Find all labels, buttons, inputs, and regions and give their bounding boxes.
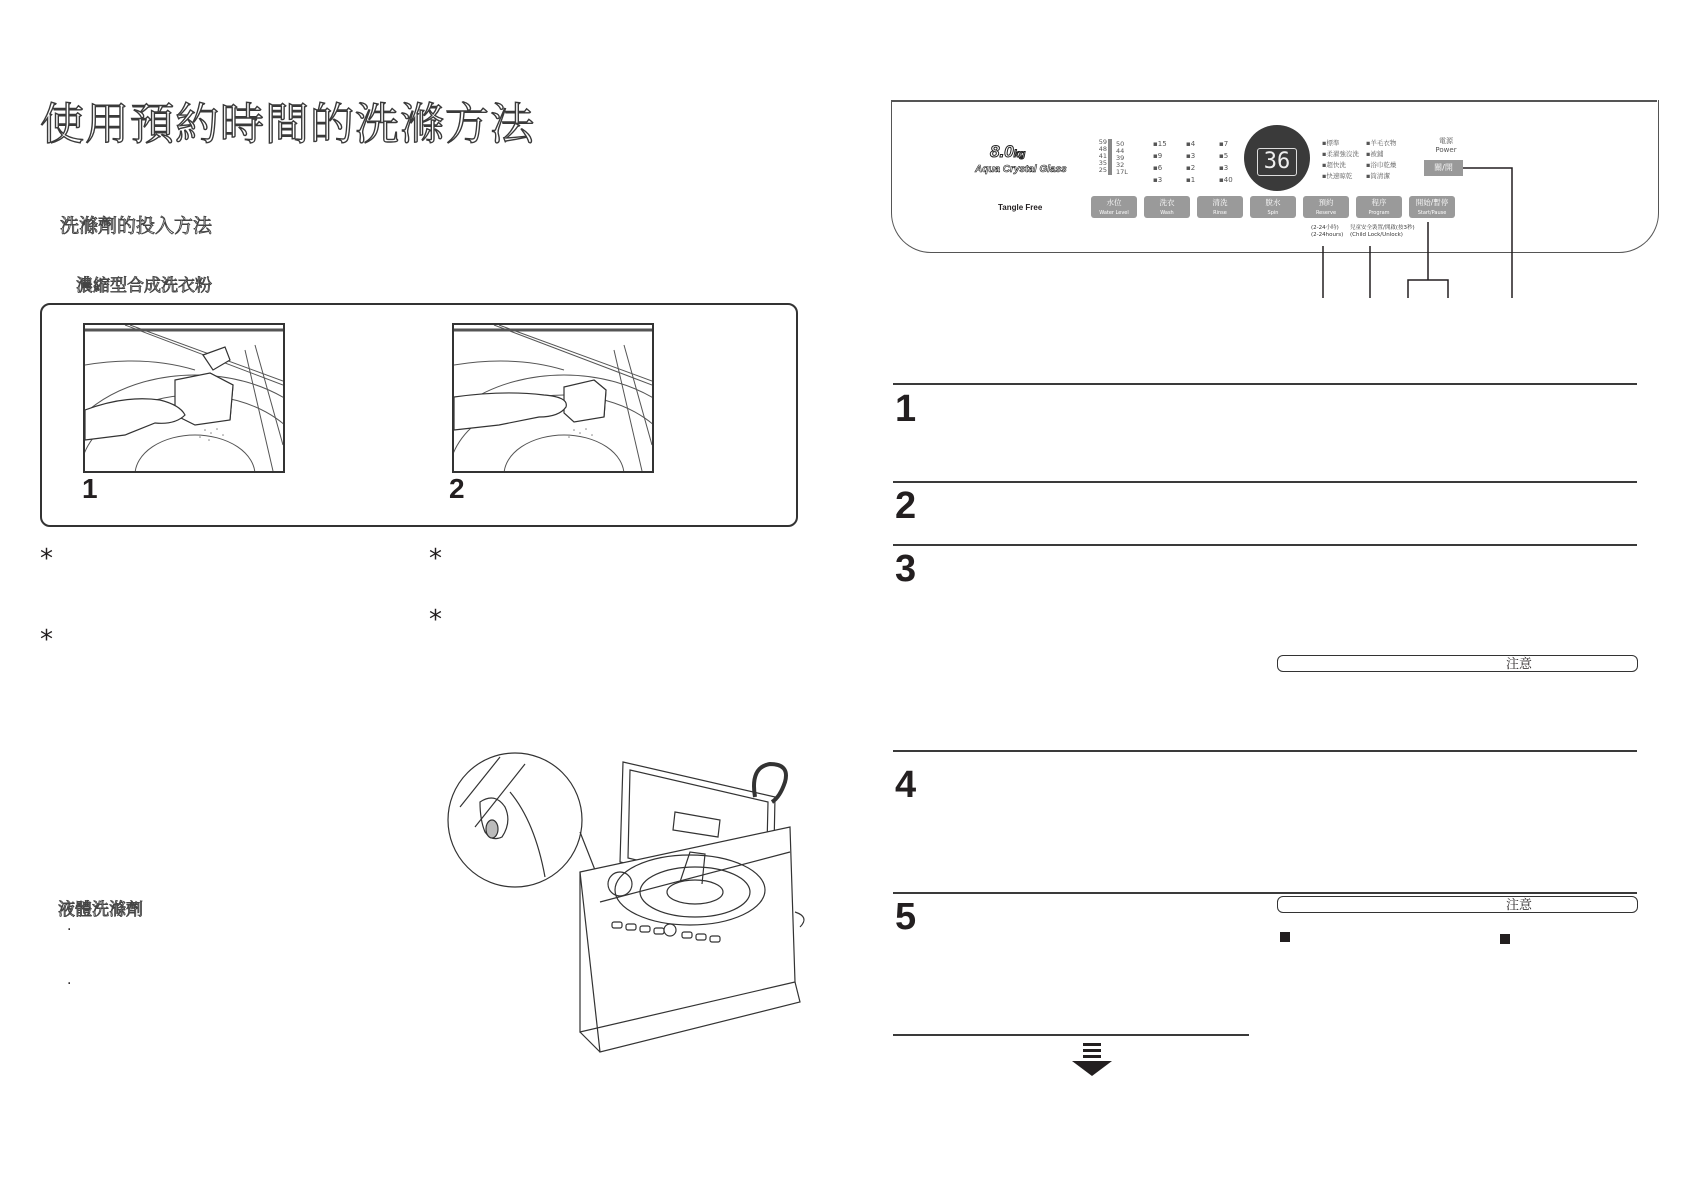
note-asterisk: * xyxy=(40,625,53,655)
wash-button[interactable]: 洗衣 Wash xyxy=(1144,196,1190,218)
step-number-1: 1 xyxy=(895,388,917,430)
powder-step-1-label: 1 xyxy=(82,473,98,504)
powder-step-2-label: 2 xyxy=(449,473,465,504)
water-level-button[interactable]: 水位 Water Level xyxy=(1091,196,1137,218)
step-rule xyxy=(893,383,1637,385)
caution-bullet xyxy=(1500,934,1510,944)
spin-column: ▪7 ▪5 ▪3 ▪40 xyxy=(1219,140,1233,184)
step-rule xyxy=(893,1034,1249,1036)
tangle-free-label: Tangle Free xyxy=(998,203,1043,212)
washing-machine-illustration xyxy=(440,752,820,1072)
step-number-4: 4 xyxy=(895,764,917,806)
callout-lines xyxy=(1300,160,1530,300)
liquid-bullet: · xyxy=(67,976,72,992)
caution-box-2: 注意 xyxy=(1277,896,1638,913)
water-level-scale-right: 50 44 39 32 17L xyxy=(1116,140,1128,176)
power-button[interactable]: 關/開 xyxy=(1424,160,1463,176)
powder-step-1-image xyxy=(83,323,285,473)
brand-label: Aqua Crystal Glass xyxy=(975,164,1067,175)
rinse-column: ▪4 ▪3 ▪2 ▪1 xyxy=(1186,140,1196,184)
step-rule xyxy=(893,544,1637,546)
spin-button[interactable]: 脫水 Spin xyxy=(1250,196,1296,218)
program-button[interactable]: 程序 Program xyxy=(1356,196,1402,218)
child-lock-note: 兒童安全裝置/開啟(按3秒) (Child Lock/Unlock) xyxy=(1350,225,1415,238)
detergent-subtitle: 洗滌劑的投入方法 xyxy=(60,215,213,237)
reserve-button[interactable]: 預約 Reserve xyxy=(1303,196,1349,218)
reserve-note: (2-24小時) (2-24hours) xyxy=(1311,225,1344,238)
powder-step-2-image xyxy=(452,323,654,473)
power-label: 電源 Power xyxy=(1435,137,1457,154)
step-rule xyxy=(893,750,1637,752)
start-pause-button[interactable]: 開始/暫停 Start/Pause xyxy=(1409,196,1455,218)
program-list-1: ▪標準 ▪柔濯強沒洗 ▪超快洗 ▪快速晾乾 xyxy=(1322,139,1359,180)
step-rule xyxy=(893,481,1637,483)
water-level-bar xyxy=(1108,139,1112,175)
step-number-5: 5 xyxy=(895,896,917,938)
note-asterisk: * xyxy=(429,605,442,635)
powder-heading: 濃縮型合成洗衣粉 xyxy=(76,276,212,296)
continue-arrow-icon xyxy=(1070,1043,1114,1077)
step-number-3: 3 xyxy=(895,548,917,590)
water-level-scale: 59 48 41 35 25 xyxy=(1098,138,1107,174)
liquid-heading: 液體洗滌劑 xyxy=(58,900,143,920)
note-asterisk: * xyxy=(429,544,442,574)
caution-box-1: 注意 xyxy=(1277,655,1638,672)
step-rule xyxy=(893,892,1637,894)
caution-bullet xyxy=(1280,932,1290,942)
page-title: 使用預約時間的洗滌方法 xyxy=(40,99,535,150)
rinse-button[interactable]: 清洗 Rinse xyxy=(1197,196,1243,218)
panel-top-edge xyxy=(891,100,1657,102)
program-list-2: ▪羊毛衣物 ▪被鋪 ▪浴巾乾燥 ▪筒清潔 xyxy=(1366,139,1397,180)
note-asterisk: * xyxy=(40,544,53,574)
capacity-label: 8.0kg xyxy=(990,142,1026,161)
wash-time-column: ▪15 ▪9 ▪6 ▪3 xyxy=(1153,140,1167,184)
display-value: 36 xyxy=(1257,148,1297,176)
step-number-2: 2 xyxy=(895,485,917,527)
liquid-bullet: · xyxy=(67,922,72,938)
